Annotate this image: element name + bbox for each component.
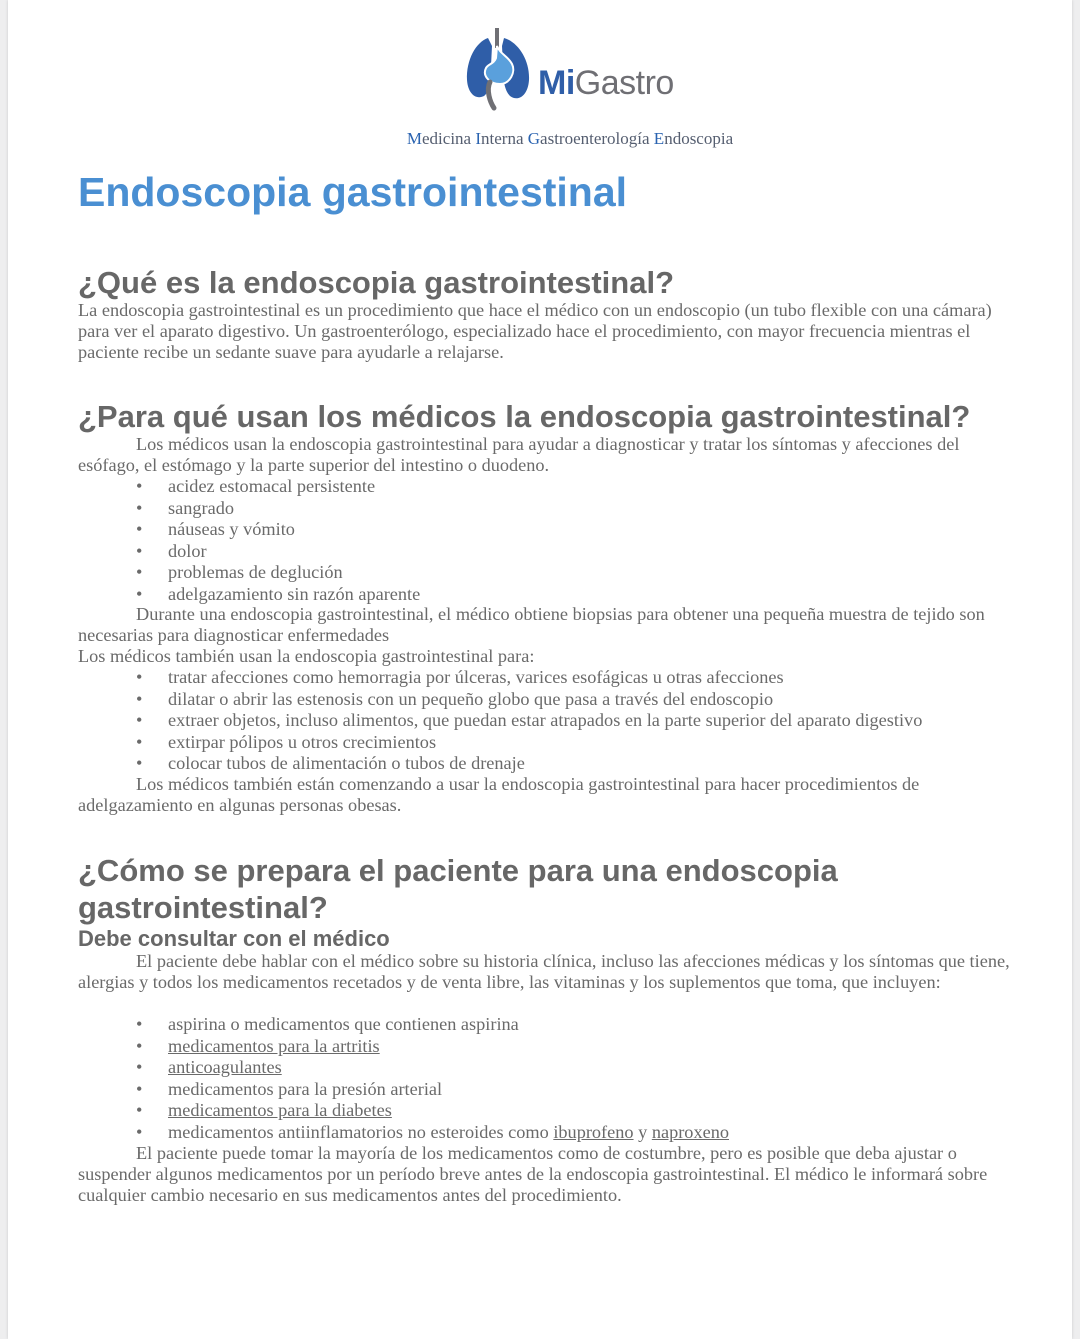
list-item: • adelgazamiento sin razón aparente (78, 584, 1020, 606)
link-ibuprofeno[interactable]: ibuprofeno (553, 1121, 634, 1142)
list-item: • náuseas y vómito (78, 519, 1020, 541)
tagline-word: nterna (481, 129, 528, 148)
list-item: • problemas de deglución (78, 562, 1020, 584)
list-item (78, 1100, 1020, 1122)
tagline (8, 128, 1080, 150)
list-item (78, 1057, 1020, 1079)
section-heading-preparation: ¿Cómo se prepara el paciente para una endoscopia gastrointestinal? (78, 853, 838, 925)
uses-closing: Los médicos también están comenzando a usar la endoscopia gastrointestinal para hacer procedimientos de adelgazamiento en algunas personas obesas. (78, 774, 920, 815)
link-naproxeno[interactable]: naproxeno (651, 1121, 729, 1142)
preparation-intro: El paciente debe hablar con el médico sobre su historia clínica, incluso las afecciones médicas y los síntomas que tiene, alergias y todos los medicamentos recetados y de venta libre, las vitaminas y los suplementos que toma, que incluyen: (78, 951, 1010, 992)
link-anticoagulants[interactable]: anticoagulantes (168, 1057, 282, 1077)
tagline-word: astroenterología (540, 129, 654, 148)
biopsy-paragraph: Durante una endoscopia gastrointestinal, el médico obtiene biopsias para obtener una pequeña muestra de tejido son necesarias para diagnosticar enfermedades (78, 604, 985, 645)
list-item: • sangrado (78, 498, 1020, 520)
logo-wordmark (538, 60, 674, 106)
list-item (78, 1122, 1020, 1144)
symptoms-list (78, 476, 1020, 605)
section-heading-what-is: ¿Qué es la endoscopia gastrointestinal? (78, 265, 675, 300)
list-item: • extraer objetos, incluso alimentos, que puedan estar atrapados en la parte superior del aparato digestivo (78, 710, 1020, 732)
list-item: • extirpar pólipos u otros crecimientos (78, 732, 1020, 754)
preparation-closing: El paciente puede tomar la mayoría de los medicamentos como de costumbre, pero es posible que deba ajustar o suspender algunos medicamentos por un período breve antes de la endoscopia gastrointestinal. El médico le informará sobre cualquier cambio necesario en sus medicamentos antes del procedimiento. (78, 1143, 988, 1205)
list-item: • dilatar o abrir las estenosis con un pequeño globo que pasa a través del endoscopio (78, 689, 1020, 711)
uses-intro: Los médicos usan la endoscopia gastrointestinal para ayudar a diagnosticar y tratar los síntomas y afecciones del esófago, el estómago y la parte superior del intestino o duodeno. (78, 434, 960, 475)
also-uses-intro: Los médicos también usan la endoscopia gastrointestinal para: (78, 646, 535, 666)
link-diabetes-medications[interactable]: medicamentos para la diabetes (168, 1100, 392, 1120)
tagline-initial: I (475, 129, 482, 148)
link-arthritis-medications[interactable]: medicamentos para la artritis (168, 1035, 380, 1056)
subheading-consult: Debe consultar con el médico (78, 926, 390, 951)
list-item: • colocar tubos de alimentación o tubos de drenaje (78, 753, 1020, 775)
list-item (78, 1036, 1020, 1058)
list-item: • acidez estomacal persistente (78, 476, 1020, 498)
nsaid-connector: y (633, 1121, 652, 1142)
page-title: Endoscopia gastrointestinal (78, 169, 628, 215)
tagline-initial: G (527, 129, 541, 148)
list-item: • dolor (78, 541, 1020, 563)
procedures-list (78, 667, 1020, 775)
logo-gastro: Gastro (574, 64, 674, 102)
tagline-initial: M (406, 129, 422, 148)
document-page (8, 0, 1072, 1339)
tagline-word: edicina (422, 129, 476, 148)
tagline-initial: E (653, 129, 665, 148)
nsaid-prefix: medicamentos antiinflamatorios no esteroides como (168, 1121, 554, 1142)
medications-list (78, 1014, 1020, 1143)
lungs-stomach-icon (467, 28, 529, 108)
list-item: • aspirina o medicamentos que contienen aspirina (78, 1014, 1020, 1036)
section-heading-uses: ¿Para qué usan los médicos la endoscopia gastrointestinal? (78, 399, 971, 434)
section-what-is-body: La endoscopia gastrointestinal es un procedimiento que hace el médico con un endoscopio (un tubo flexible con una cámara) para ver el aparato digestivo. Un gastroenterólogo, especializado hace el procedimiento, con mayor frecuencia mientras el paciente recibe un sedante suave para ayudarle a relajarse. (78, 300, 992, 362)
list-item: • medicamentos para la presión arterial (78, 1079, 1020, 1101)
list-item: • tratar afecciones como hemorragia por úlceras, varices esofágicas u otras afecciones (78, 667, 1020, 689)
logo-mi: Mi (538, 64, 575, 102)
tagline-word: ndoscopia (664, 129, 734, 148)
